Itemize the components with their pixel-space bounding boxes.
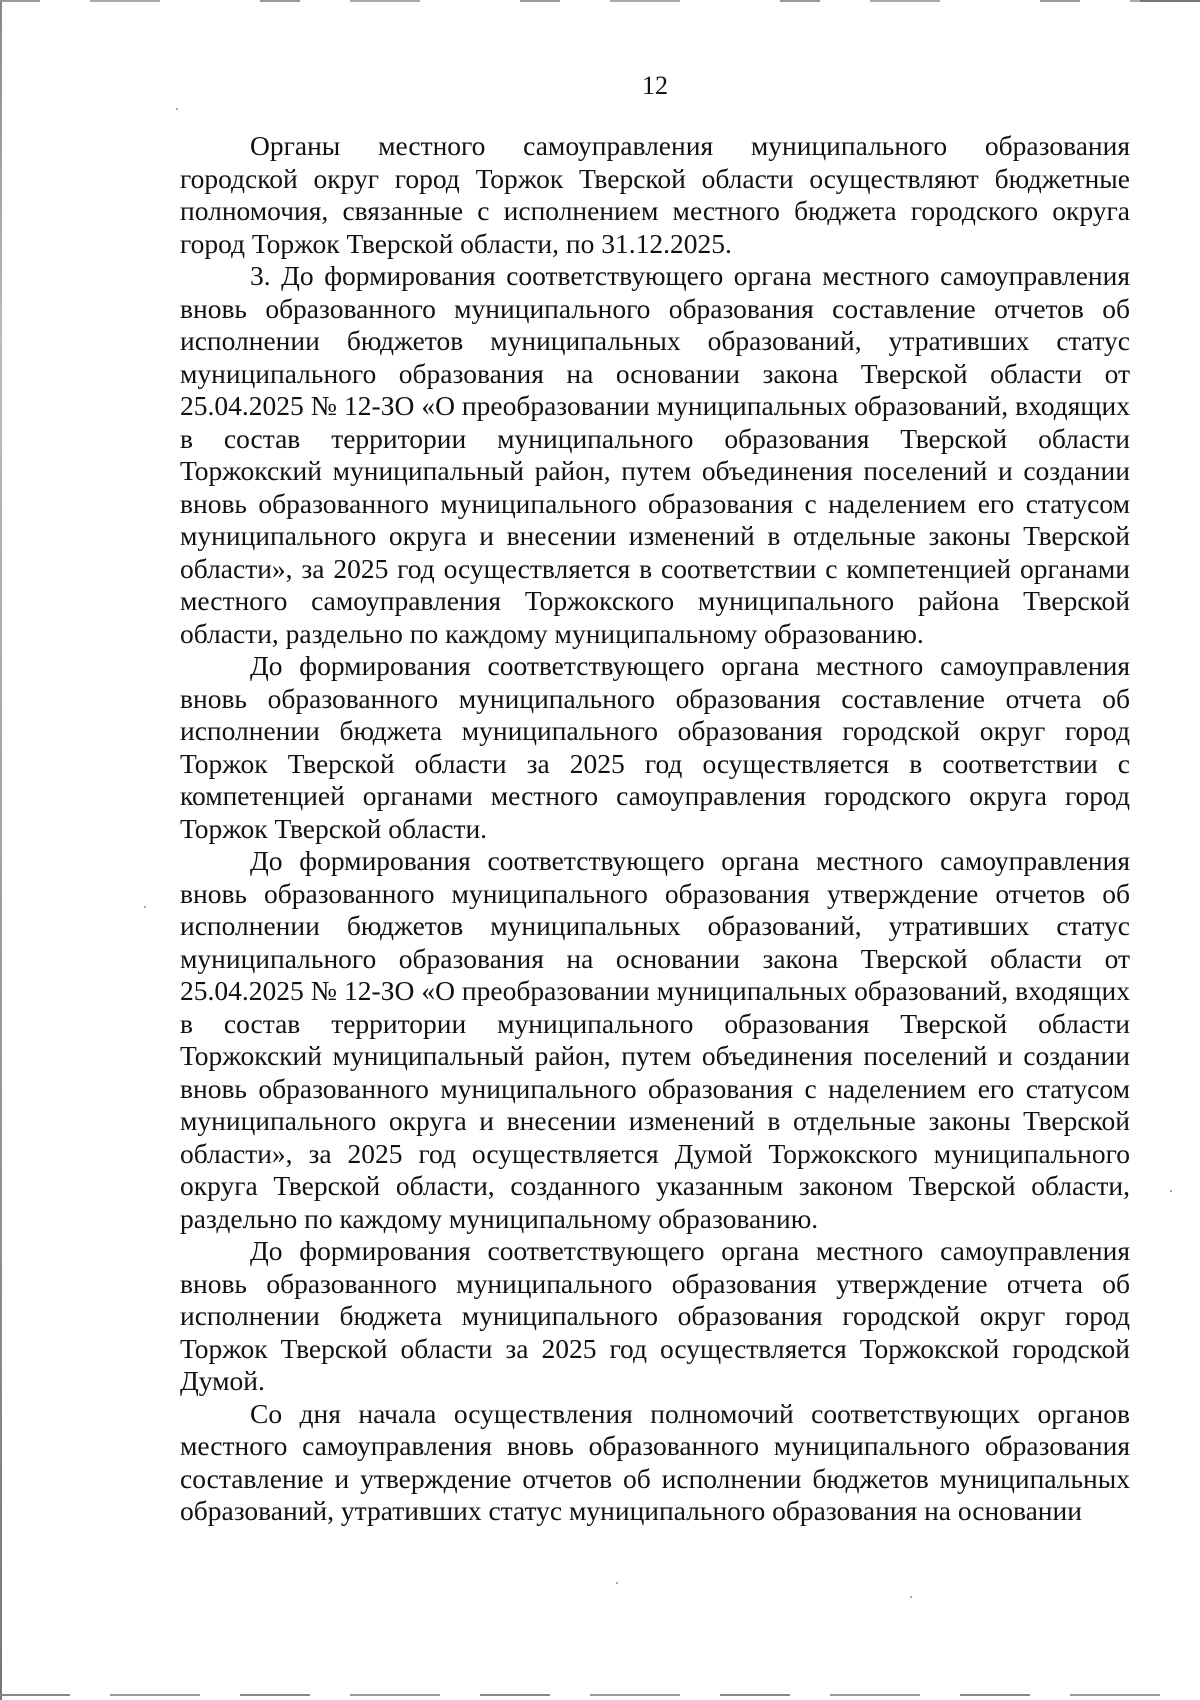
body-text	[180, 130, 1130, 1528]
scan-edge-left	[0, 0, 2, 1700]
scan-speck	[144, 906, 146, 908]
paragraph: Со дня начала осуществления полномочий соответствующих органов местного самоуправления вновь образованного муниципального образования составление и утверждение отчетов об исполнении бюджетов муниципальных образований, утративших статус муниципального образования на основании	[180, 1397, 1130, 1526]
scan-speck	[176, 108, 178, 110]
scan-edge-bottom	[0, 1694, 1200, 1696]
scan-edge-top	[0, 0, 1200, 2]
scan-edge-corner	[1140, 0, 1200, 2]
scan-speck	[616, 1582, 618, 1584]
page-number: 12	[642, 71, 668, 100]
paragraph: До формирования соответствующего органа местного самоуправления вновь образованного муниципального образования утверждение отчета об исполнении бюджета муниципального образования городской округ город Торжок Тверской области за 2025 год осуществляется Торжокской городской Думой.	[180, 1235, 1130, 1396]
paragraph: Органы местного самоуправления муниципального образования городской округ город Торжок Тверской области осуществляют бюджетные полномочия, связанные с исполнением местного бюджета городского округа город Торжок Тверской области, по 31.12.2025.	[180, 130, 1130, 259]
scan-speck	[910, 1596, 912, 1598]
paragraph: До формирования соответствующего органа местного самоуправления вновь образованного муниципального образования составление отчета об исполнении бюджета муниципального образования городской округ город Торжок Тверской области за 2025 год осуществляется в соответствии с компетенцией органами местного самоуправления городского округа город Торжок Тверской области.	[180, 650, 1130, 844]
paragraph: До формирования соответствующего органа местного самоуправления вновь образованного муниципального образования утверждение отчетов об исполнении бюджетов муниципальных образований, утративших статус муниципального образования на основании закона Тверской области от 25.04.2025 № 12-ЗО «О преобразовании муниципальных образований, входящих в состав территории муниципального образования Тверской области Торжокский муниципальный район, путем объединения поселений и создании вновь образованного муниципального образования с наделением его статусом муниципального округа и внесении изменений в отдельные законы Тверской области», за 2025 год осуществляется Думой Торжокского муниципального округа Тверской области, созданного указанным законом Тверской области, раздельно по каждому муниципальному образованию.	[180, 845, 1130, 1234]
paragraph: 3. До формирования соответствующего органа местного самоуправления вновь образованного муниципального образования составление отчетов об исполнении бюджетов муниципальных образований, утративших статус муниципального образования на основании закона Тверской области от 25.04.2025 № 12-ЗО «О преобразовании муниципальных образований, входящих в состав территории муниципального образования Тверской области Торжокский муниципальный район, путем объединения поселений и создании вновь образованного муниципального образования с наделением его статусом муниципального округа и внесении изменений в отдельные законы Тверской области», за 2025 год осуществляется в соответствии с компетенцией органами местного самоуправления Торжокского муниципального района Тверской области, раздельно по каждому муниципальному образованию.	[180, 260, 1130, 649]
scan-speck	[1170, 1190, 1172, 1192]
